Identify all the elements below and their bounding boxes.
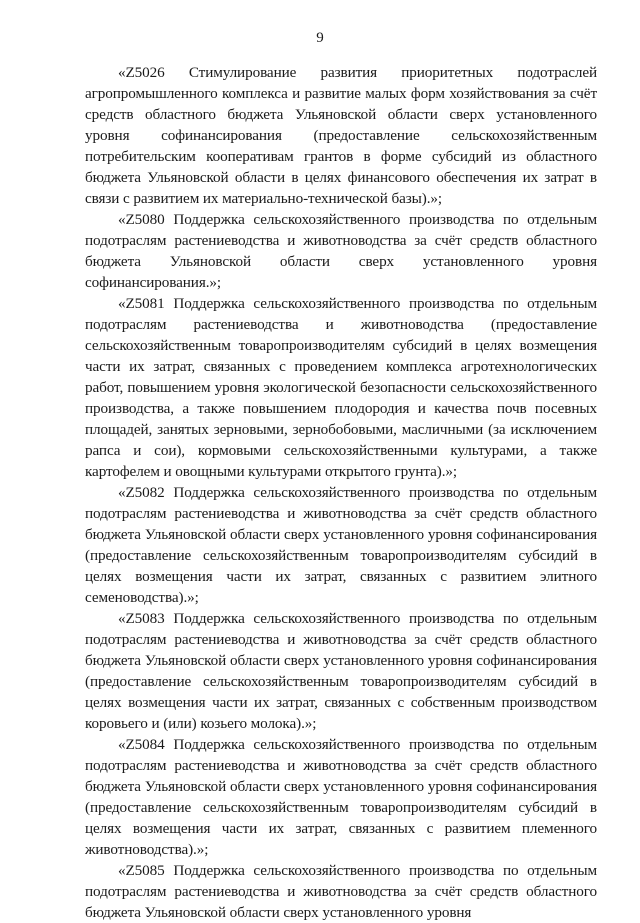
paragraph-z5083: «Z5083 Поддержка сельскохозяйственного производства по отдельным подотраслям растениеводства и животноводства за счёт средств областного бюджета Ульяновской области сверх установленного уровня софинансирования (предоставление сельскохозяйственным товаропроизводителям субсидий в целях возмещения части их затрат, связанных с собственным производством коровьего и (или) козьего молока).»; [85,610,597,732]
paragraph-z5082: «Z5082 Поддержка сельскохозяйственного производства по отдельным подотраслям растениеводства и животноводства за счёт средств областного бюджета Ульяновской области сверх установленного уровня софинансирования (предоставление сельскохозяйственным товаропроизводителям субсидий в целях возмещения части их затрат, связанных с развитием элитного семеноводства).»; [85,484,597,606]
paragraph-z5081: «Z5081 Поддержка сельскохозяйственного производства по отдельным подотраслям растениеводства и животноводства (предоставление сельскохозяйственным товаропроизводителям субсидий в целях возмещения части их затрат, связанных с проведением комплекса агротехнологических работ, повышением уровня экологической безопасности сельскохозяйственного производства, а также повышением плодородия и качества почв посевных площадей, занятых зерновыми, зернобобовыми, масличными (за исключением рапса и сои), кормовыми сельскохозяйственными культурами, а также картофелем и овощными культурами открытого грунта).»; [85,295,597,480]
paragraph-z5085: «Z5085 Поддержка сельскохозяйственного производства по отдельным подотраслям растениеводства и животноводства за счёт средств областного бюджета Ульяновской области сверх установленного уровня [85,862,597,921]
document-body [85,62,597,923]
paragraph-z5084: «Z5084 Поддержка сельскохозяйственного производства по отдельным подотраслям растениеводства и животноводства за счёт средств областного бюджета Ульяновской области сверх установленного уровня софинансирования (предоставление сельскохозяйственным товаропроизводителям субсидий в целях возмещения части их затрат, связанных с развитием племенного животноводства).»; [85,736,597,858]
page-number: 9 [316,30,324,46]
paragraph-z5026: «Z5026 Стимулирование развития приоритетных подотраслей агропромышленного комплекса и развитие малых форм хозяйствования за счёт средств областного бюджета Ульяновской области сверх установленного уровня софинансирования (предоставление сельскохозяйственным потребительским кооперативам грантов в форме субсидий из областного бюджета Ульяновской области в целях финансового обеспечения их затрат в связи с развитием их материально-технической базы).»; [85,64,597,207]
paragraph-z5080: «Z5080 Поддержка сельскохозяйственного производства по отдельным подотраслям растениеводства и животноводства за счёт средств областного бюджета Ульяновской области сверх установленного уровня софинансирования.»; [85,211,597,291]
